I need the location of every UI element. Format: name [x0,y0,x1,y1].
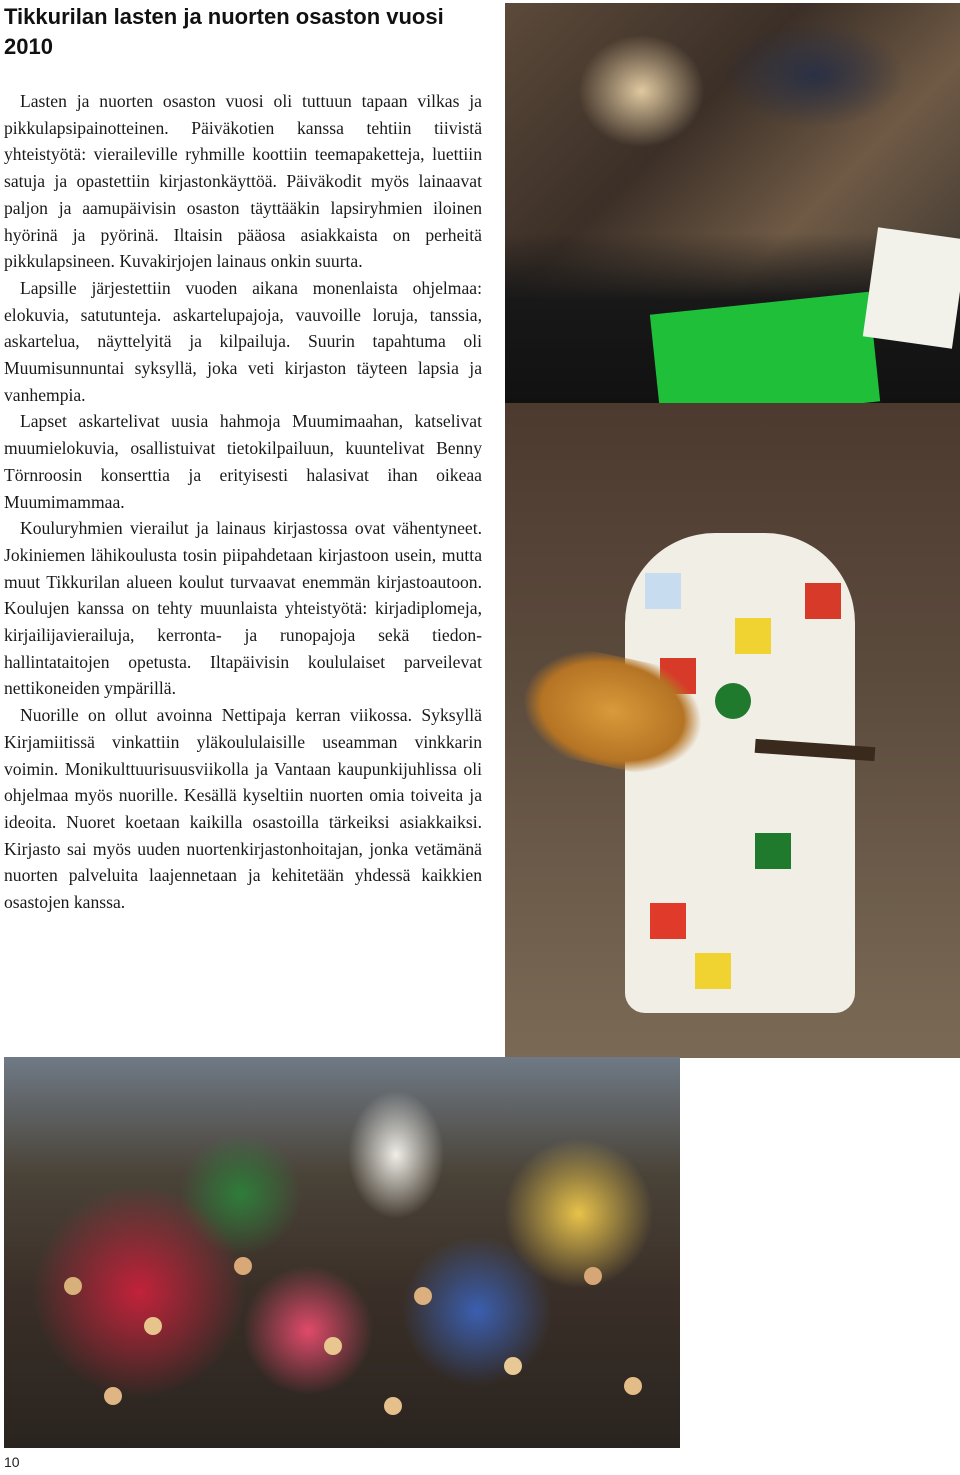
photo-crafts-workshop [505,3,960,403]
photo-costume-patch [695,953,731,989]
photo-child [504,1357,522,1375]
photo-costume-patch [805,583,841,619]
article-body [4,88,482,916]
article-paragraph: Lasten ja nuorten osaston vuosi oli tuttuun tapaan vilkas ja pikkulapsipainotteinen. Päiväkotien kanssa tehtiin tiivistä yhteistyötä: vieraileville ryhmille koottiin teemapaketteja, luettiin satuja ja opastettiin kirjastonkäyttöä. Päiväkodit myös lainaavat paljon ja aamupäivisin osaston täyttääkin lapsiryhmien iloinen hyörinä ja pyörinä. Iltaisin pääosa asiakkaista on perheitä pikkulapsineen. Kuvakirjojen lainaus onkin suurta. [4,91,482,272]
photo-costume-patch [755,833,791,869]
article-paragraph: Lapset askartelivat uusia hahmoja Muumimaahan, katselivat muumielokuvia, osallistuivat tietokilpailuun, kuuntelivat Benny Törnroosin konserttia ja erityisesti halasivat ihan oikeaa Muumimammaa. [4,411,482,512]
page-number: 10 [4,1454,20,1470]
photo-child [414,1287,432,1305]
page-title: Tikkurilan lasten ja nuorten osaston vuosi 2010 [4,4,444,59]
article-paragraph: Nuorille on ollut avoinna Nettipaja kerran viikossa. Syksyllä Kirjamiitissä vinkattiin yläkoululaisille useamman vinkkarin voimin. Monikulttuurisuusviikolla ja Vantaan kaupunkijuhlissa oli ohjelmaa myös nuorille. Kesällä kyseltiin nuorten omia toiveita ja ideoita. Nuoret koetaan kaikilla osastoilla tärkeiksi asiakkaiksi. Kirjasto sai myös uuden nuortenkirjastonhoitajan, jonka vetämänä nuorten palveluita laajennetaan ja kehitetään yhdessä kaikkien osastojen kanssa. [4,705,482,913]
photo-costume-patch [650,903,686,939]
photo-child [384,1397,402,1415]
photo-child [624,1377,642,1395]
photo-sticker-sheet [863,227,960,348]
photo-costume-patch [645,573,681,609]
photo-child [234,1257,252,1275]
photo-child [324,1337,342,1355]
photo-child [104,1387,122,1405]
article-paragraph: Lapsille järjestettiin vuoden aikana monenlaista ohjelmaa: elokuvia, satutunteja. askartelupajoja, vauvoille loruja, tanssia, askartelua, näyttelyitä ja kilpailuja. Suurin tapahtuma oli Muumisunnuntai syksyllä, joka veti kirjaston täyteen lapsia ja vanhempia. [4,277,482,405]
photo-child [584,1267,602,1285]
photo-child [144,1317,162,1335]
photo-guitar-performer [505,403,960,1058]
article-paragraph: Kouluryhmien vierailut ja lainaus kirjastossa ovat vähentyneet. Jokiniemen lähikoulusta tosin piipahdetaan kirjastoon usein, mutta muut Tikkurilan alueen koulut turvaavat enemmän kirjastoautoon. Koulujen kanssa on tehty muunlaista yhteistyötä: kirjadiplomeja, kirjailijavierailuja, kerronta- ja runopajoja sekä tiedonhallintataitojen opetusta. Iltapäivisin koululaiset parveilevat nettikoneiden ympärillä. [4,518,482,699]
photo-costume-patch [735,618,771,654]
photo-child [64,1277,82,1295]
photo-library-crowd [4,1057,680,1448]
